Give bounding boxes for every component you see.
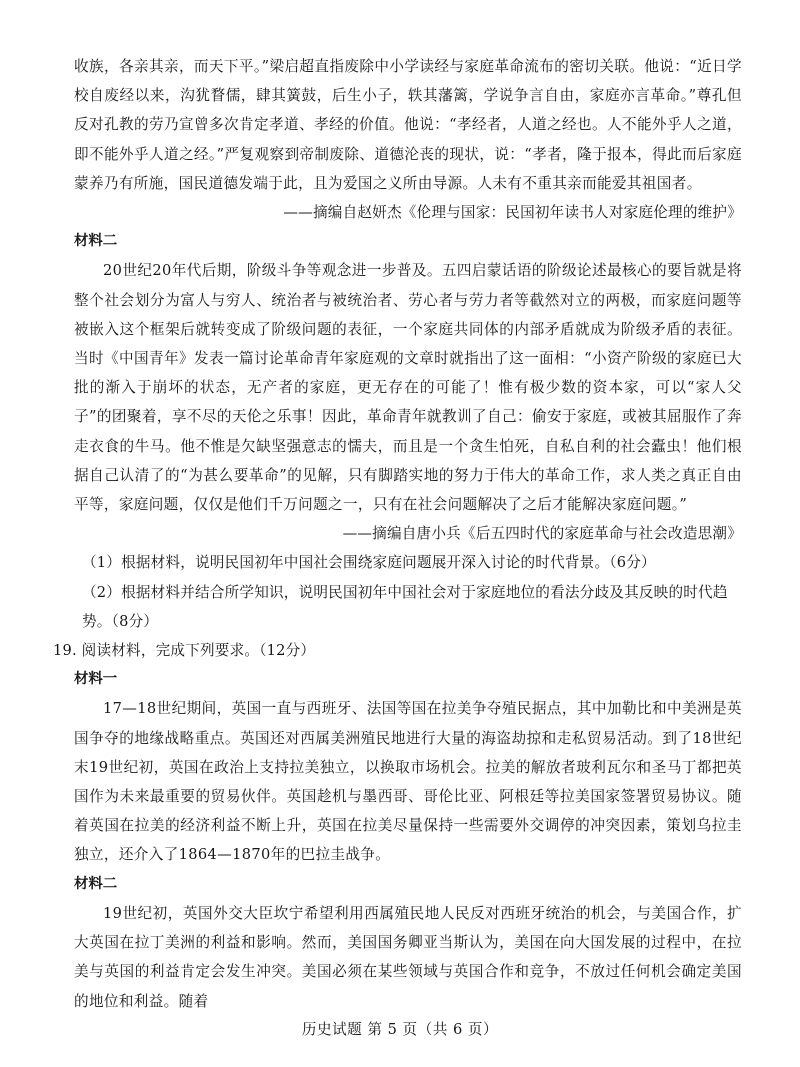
question-19-title [53, 636, 742, 665]
q19-material1-heading: 材料一 [74, 671, 118, 688]
question-18-2: （2）根据材料并结合所学知识，说明民国初年中国社会对于家庭地位的看法分歧及其反映的时代趋势。（8分） [82, 583, 728, 630]
material2-citation: ——摘编自唐小兵《后五四时代的家庭革命与社会改造思潮》 [342, 525, 742, 543]
question-19-title-text: 19. 阅读材料，完成下列要求。（12分） [53, 642, 316, 660]
page-footer: 历史试题 第 5 页（共 6 页） [301, 1021, 499, 1038]
q19-material2-text: 19世纪初，英国外交大臣坎宁希望利用西属殖民地人民反对西班牙统治的机会，与美国合作，扩大英国在拉丁美洲的利益和影响。然而，美国国务卿亚当斯认为，美国在向大国发展的过程中，在拉美与英国的利益肯定会发生冲突。美国必须在某些领域与英国合作和竞争，不放过任何机会确定美国的地位和利益。随着 [74, 904, 742, 1010]
material2-heading: 材料二 [74, 233, 118, 250]
material2-text: 20世纪20年代后期，阶级斗争等观念进一步普及。五四启蒙话语的阶级论述最核心的要旨就是将整个社会划分为富人与穷人、统治者与被统治者、劳心者与劳力者等截然对立的两极，而家庭问题等被嵌入这个框架后就转变成了阶级问题的表征，一个家庭共同体的内部矛盾就成为阶级矛盾的表征。当时《中国青年》发表一篇讨论革命青年家庭观的文章时就指出了这一面相：“小资产阶级的家庭已大批的渐入于崩坏的状态，无产者的家庭，更无存在的可能了！惟有极少数的资本家，可以“家人父子”的团聚着，享不尽的天伦之乐事！因此，革命青年就教训了自己：偷安于家庭，或被其屈服作了奔走衣食的牛马。他不惟是欠缺坚强意志的懦夫，而且是一个贪生怕死，自私自利的社会蠹虫！他们根据自己认清了的“为甚么要革命”的见解，只有脚踏实地的努力于伟大的革命工作，求人类之真正自由平等，家庭问题，仅仅是他们千万问题之一，只有在社会问题解决了之后才能解决家庭问题。” [74, 262, 742, 514]
q19-material1-text: 17—18世纪期间，英国一直与西班牙、法国等国在拉美争夺殖民据点，其中加勒比和中美洲是英国争夺的地缘战略重点。英国还对西属美洲殖民地进行大量的海盗劫掠和走私贸易活动。到了18世纪末19世纪初，英国在政治上支持拉美独立，以换取市场机会。拉美的解放者玻利瓦尔和圣马丁都把英国作为未来最重要的贸易伙伴。英国趁机与墨西哥、哥伦比亚、阿根廷等拉美国家签署贸易协议。随着英国在拉美的经济利益不断上升，英国在拉美尽量保持一些需要外交调停的冲突因素，策划乌拉圭独立，还介入了1864—1870年的巴拉圭战争。 [74, 700, 742, 864]
material1-tail-text: 收族，各亲其亲，而天下平。”梁启超直指废除中小学读经与家庭革命流布的密切关联。他说：“近日学校自废经以来，沟犹瞀儒，肆其簧鼓，后生小子，轶其藩篱，学说争言自由，家庭亦言革命。”尊孔但反对孔教的劳乃宣曾多次肯定孝道、孝经的价值。他说：“孝经者，人道之经也。人不能外乎人之道，即不能外乎人道之经。”严复观察到帝制废除、道德沦丧的现状，说：“孝者，隆于报本，得此而后家庭蒙养乃有所施，国民道德发端于此，且为爱国之义所由导源。人未有不重其亲而能爱其祖国者。 [74, 58, 742, 192]
question-18-1: （1）根据材料，说明民国初年中国社会围绕家庭问题展开深入讨论的时代背景。（6分） [82, 554, 656, 572]
q19-material2-heading: 材料二 [74, 875, 118, 892]
exam-page [53, 52, 742, 1016]
material1-citation: ——摘编自赵妍杰《伦理与国家：民国初年读书人对家庭伦理的维护》 [283, 204, 742, 222]
